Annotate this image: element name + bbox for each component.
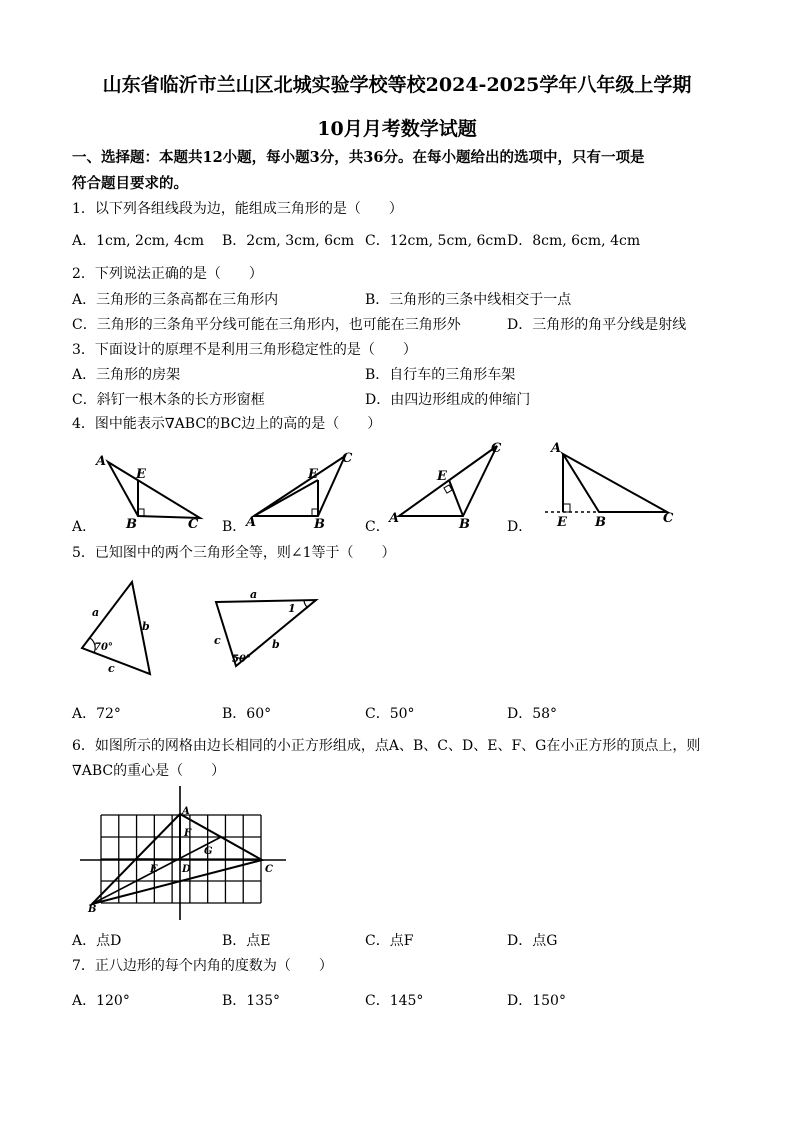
q3-option-c: C．斜钉一根木条的长方形窗框	[72, 392, 265, 408]
q6-label-b: B	[88, 904, 97, 915]
q5-figure-right	[212, 588, 322, 672]
q6-median-ce	[136, 859, 262, 860]
q4-figure-b	[240, 448, 360, 530]
q4b-label-e: E	[308, 467, 318, 482]
q5-right-triangle	[216, 600, 316, 666]
q6-label-c: C	[265, 864, 273, 875]
question-2-stem: 2．下列说法正确的是（ ）	[72, 266, 263, 282]
q5-left-triangle	[82, 582, 150, 674]
q6-option-c: C．点F	[365, 933, 414, 949]
q7-option-b: B．135°	[222, 993, 281, 1009]
q5-option-c: C．50°	[365, 706, 415, 722]
q5-right-label-a: a	[250, 588, 258, 601]
q2-option-d: D．三角形的角平分线是射线	[507, 317, 687, 333]
q4d-label-b: B	[595, 515, 606, 530]
q4d-label-a: A	[551, 441, 562, 456]
question-5-stem: 5．已知图中的两个三角形全等，则∠1等于（ ）	[72, 545, 396, 561]
question-1-stem: 1．以下列各组线段为边，能组成三角形的是（ ）	[72, 201, 403, 217]
q6-label-g: G	[204, 846, 213, 857]
paper-title-line1: 山东省临沂市兰山区北城实验学校等校2024-2025学年八年级上学期	[102, 74, 692, 96]
q5-right-label-1: 1	[288, 602, 296, 615]
q5-right-label-b: b	[272, 638, 280, 651]
q5-option-d: D．58°	[507, 706, 558, 722]
q4c-label-b: B	[459, 517, 470, 532]
q4c-label-a: A	[389, 511, 400, 526]
q4-option-a: A．	[72, 519, 97, 535]
q4b-label-a: A	[246, 515, 257, 530]
q4-figure-a	[90, 450, 210, 530]
section-heading-line2: 符合题目要求的。	[72, 175, 188, 192]
question-4-stem: 4．图中能表示∇ABC的BC边上的高的是（ ）	[72, 416, 382, 432]
q4c-label-c: C	[491, 441, 502, 456]
q4a-label-e: E	[136, 467, 146, 482]
q6-label-f: F	[184, 828, 192, 839]
q4-option-b: B．	[222, 519, 247, 535]
question-6-stem-line1: 6．如图所示的网格由边长相同的小正方形组成，点A、B、C、D、E、F、G在小正方形的顶点上，则	[72, 738, 701, 754]
q5-left-label-b: b	[142, 620, 150, 633]
q2-option-c: C．三角形的三条角平分线可能在三角形内，也可能在三角形外	[72, 317, 461, 333]
q1-option-a: A．1cm, 2cm, 4cm	[72, 233, 204, 249]
question-6-stem-line2: ∇ABC的重心是（ ）	[72, 763, 226, 779]
question-3-stem: 3．下面设计的原理不是利用三角形稳定性的是（ ）	[72, 342, 417, 358]
q4c-triangle	[399, 446, 497, 516]
question-7-stem: 7．正八边形的每个内角的度数为（ ）	[72, 958, 333, 974]
q5-option-a: A．72°	[72, 706, 121, 722]
q4b-label-b: B	[314, 517, 325, 532]
q6-option-b: B．点E	[222, 933, 271, 949]
q4-figure-d	[545, 440, 685, 532]
q4b-label-c: C	[342, 451, 353, 466]
q3-option-d: D．由四边形组成的伸缩门	[365, 392, 531, 408]
q2-option-a: A．三角形的三条高都在三角形内	[72, 292, 279, 308]
q1-option-d: D．8cm, 6cm, 4cm	[507, 233, 641, 249]
q4b-side-line	[254, 480, 318, 516]
q6-label-a: A	[182, 806, 190, 817]
q4a-triangle	[108, 462, 200, 518]
q4a-label-c: C	[188, 517, 199, 532]
paper-title-line2: 10月月考数学试题	[317, 118, 477, 140]
q4c-label-e: E	[437, 469, 447, 484]
q3-option-a: A．三角形的房架	[72, 367, 181, 383]
q4c-height-line	[449, 480, 463, 516]
q1-option-c: C．12cm, 5cm, 6cm	[365, 233, 507, 249]
q6-label-d: D	[182, 864, 191, 875]
q7-option-c: C．145°	[365, 993, 424, 1009]
q7-option-a: A．120°	[72, 993, 130, 1009]
q4d-label-c: C	[663, 511, 674, 526]
q1-option-b: B．2cm, 3cm, 6cm	[222, 233, 355, 249]
q5-left-label-c: c	[108, 662, 115, 675]
q4a-label-a: A	[96, 454, 107, 469]
q3-option-b: B．自行车的三角形车架	[365, 367, 516, 383]
q5-left-label-a: a	[92, 606, 100, 619]
q4d-label-e: E	[557, 515, 567, 530]
q6-grid-figure	[80, 786, 290, 922]
q2-option-b: B．三角形的三条中线相交于一点	[365, 292, 572, 308]
q5-right-label-c: c	[214, 634, 221, 647]
q5-right-angle-50: 50°	[232, 654, 251, 665]
section-heading-line1: 一、选择题：本题共12小题，每小题3分，共36分。在每小题给出的选项中，只有一项是	[72, 149, 645, 166]
q6-label-e: E	[150, 864, 158, 875]
q5-option-b: B．60°	[222, 706, 272, 722]
q4d-right-angle-mark	[563, 504, 570, 512]
q4b-triangle	[254, 456, 345, 516]
q4-figure-c	[385, 440, 510, 532]
q4d-triangle	[563, 454, 667, 512]
q4-option-d: D．	[507, 519, 533, 535]
q6-option-a: A．点D	[72, 933, 122, 949]
q4a-label-b: B	[126, 517, 137, 532]
q5-left-angle-70: 70°	[94, 642, 113, 653]
q5-figure-left	[78, 576, 158, 680]
q4-option-c: C．	[365, 519, 390, 535]
q5-right-angle-arc-1	[304, 601, 308, 608]
q7-option-d: D．150°	[507, 993, 566, 1009]
q6-option-d: D．点G	[507, 933, 558, 949]
